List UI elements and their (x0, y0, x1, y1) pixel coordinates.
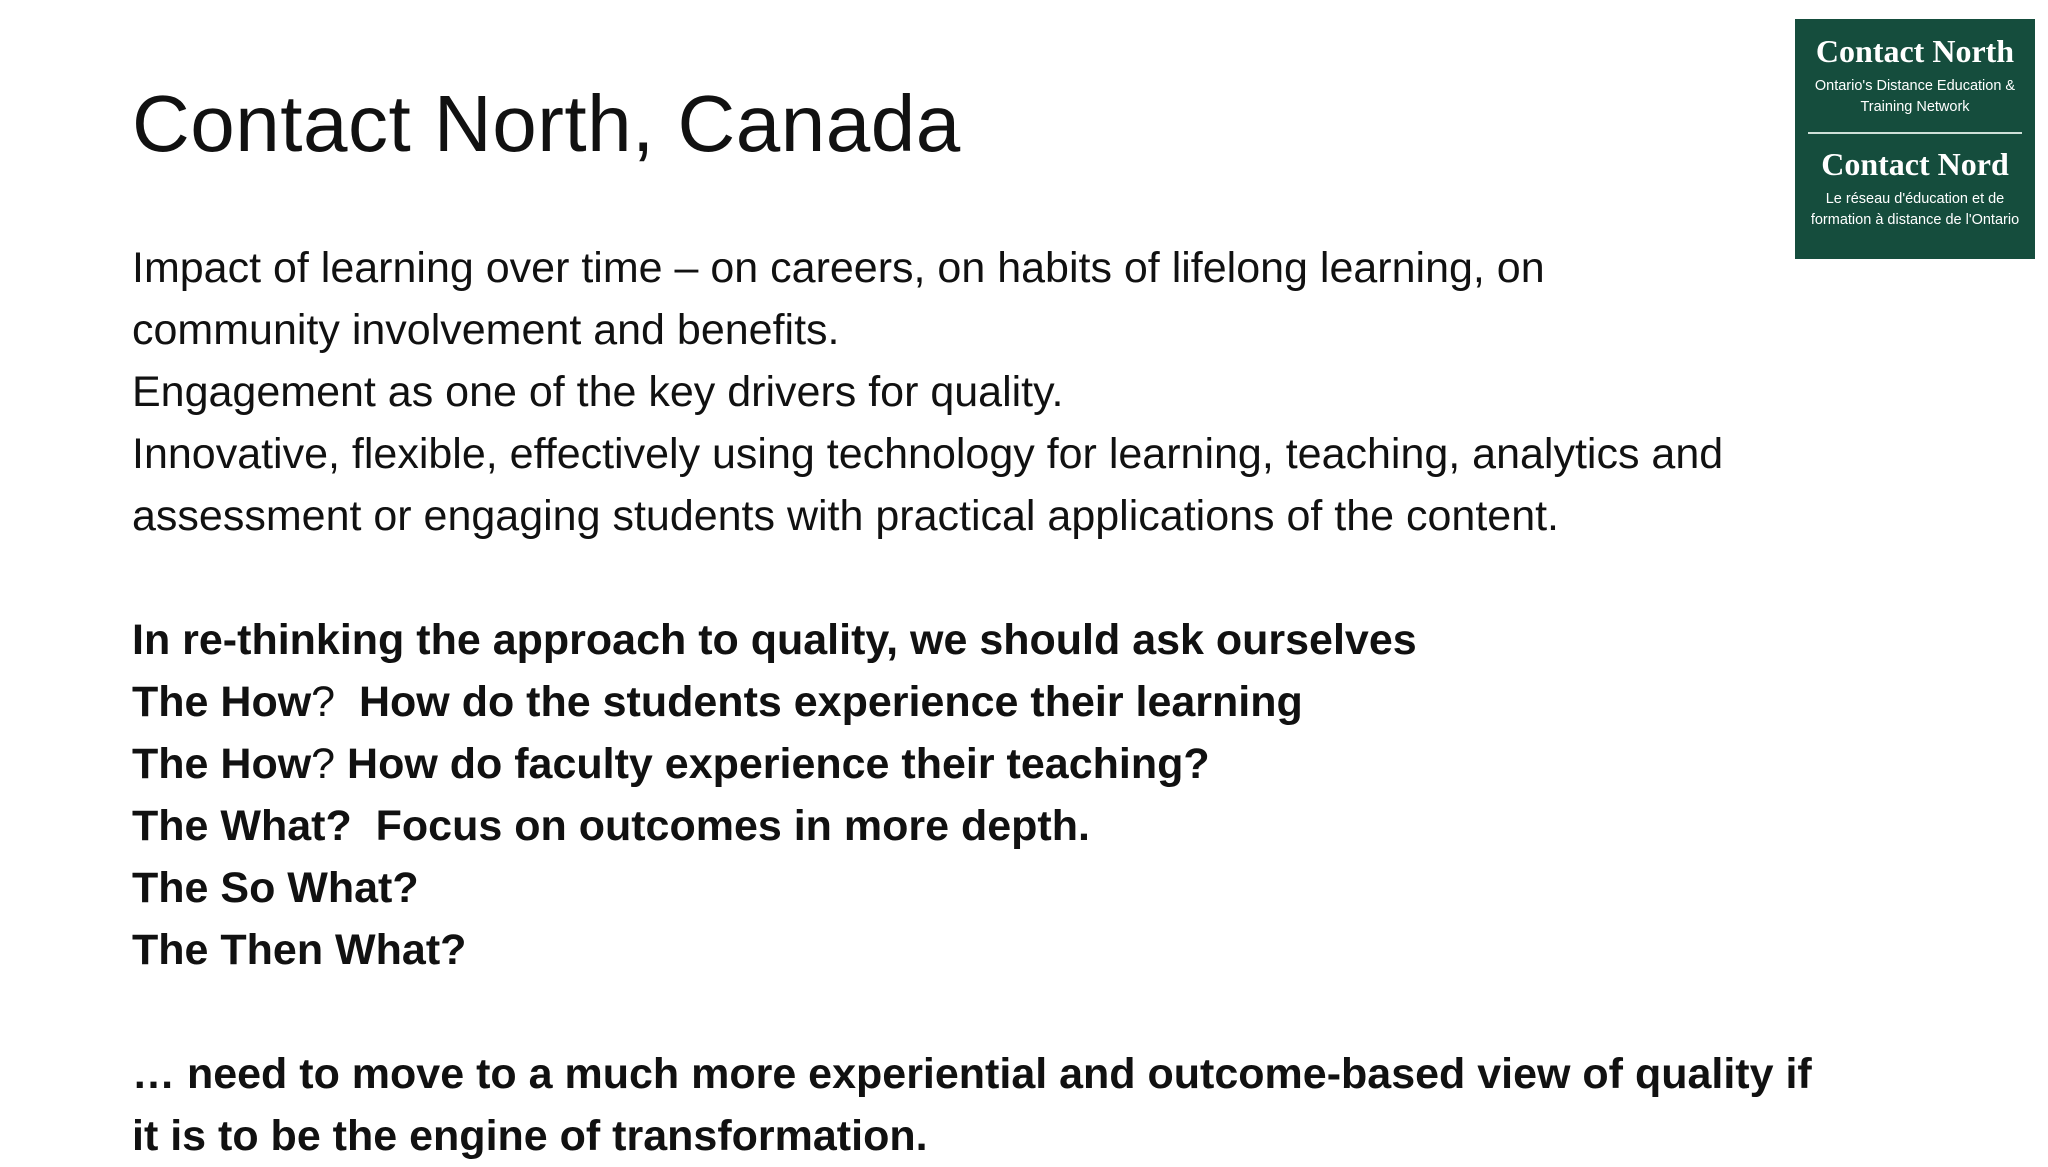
question-so-what: The So What? (132, 864, 419, 912)
logo-name-fr: Contact Nord (1821, 145, 2009, 182)
logo-divider (1808, 132, 2022, 134)
paragraph-line-3: Engagement as one of the key drivers for quality. (132, 368, 1064, 416)
logo-subtitle-fr-line-1: Le réseau d'éducation et de (1825, 190, 2005, 207)
blank-line (132, 981, 1932, 1043)
question-how-faculty-text: How do faculty experience their teaching? (335, 740, 1210, 788)
paragraph-line-5: assessment or engaging students with practical applications of the content. (132, 492, 1559, 540)
logo-subtitle-en-line-1: Ontario's Distance Education & (1814, 77, 2016, 94)
question-what: The What? Focus on outcomes in more depth. (132, 802, 1090, 850)
question-how-faculty (132, 733, 1932, 795)
logo-subtitle-en-line-2: Training Network (1860, 98, 1970, 115)
paragraph-line-2: community involvement and benefits. (132, 306, 840, 354)
question-then-what: The Then What? (132, 926, 467, 974)
logo-name-en: Contact North (1815, 33, 2015, 69)
paragraph-line-4: Innovative, flexible, effectively using technology for learning, teaching, analytics and (132, 430, 1724, 478)
question-how-faculty-mark: ? (311, 740, 336, 788)
question-how-students-mark: ? (311, 678, 336, 726)
question-how-students (132, 671, 1932, 733)
contact-north-logo (1795, 19, 2035, 259)
question-how-faculty-label: The How (132, 740, 312, 788)
slide-title: Contact North, Canada (132, 79, 961, 168)
logo-subtitle-fr-line-2: formation à distance de l'Ontario (1810, 211, 2020, 228)
paragraph-line-1: Impact of learning over time – on careers, on habits of lifelong learning, on (132, 244, 1545, 292)
blank-line (132, 547, 1932, 609)
conclusion-line-1: … need to move to a much more experiential and outcome-based view of quality if (132, 1050, 1812, 1098)
question-how-students-text: How do the students experience their learning (335, 678, 1303, 726)
slide-body (132, 237, 1932, 1167)
logo-subtitle-en (1795, 76, 2035, 118)
question-how-students-label: The How (132, 678, 312, 726)
questions-intro: In re-thinking the approach to quality, we should ask ourselves (132, 616, 1417, 664)
conclusion-line-2: it is to be the engine of transformation. (132, 1112, 928, 1160)
logo-subtitle-fr (1795, 189, 2035, 231)
